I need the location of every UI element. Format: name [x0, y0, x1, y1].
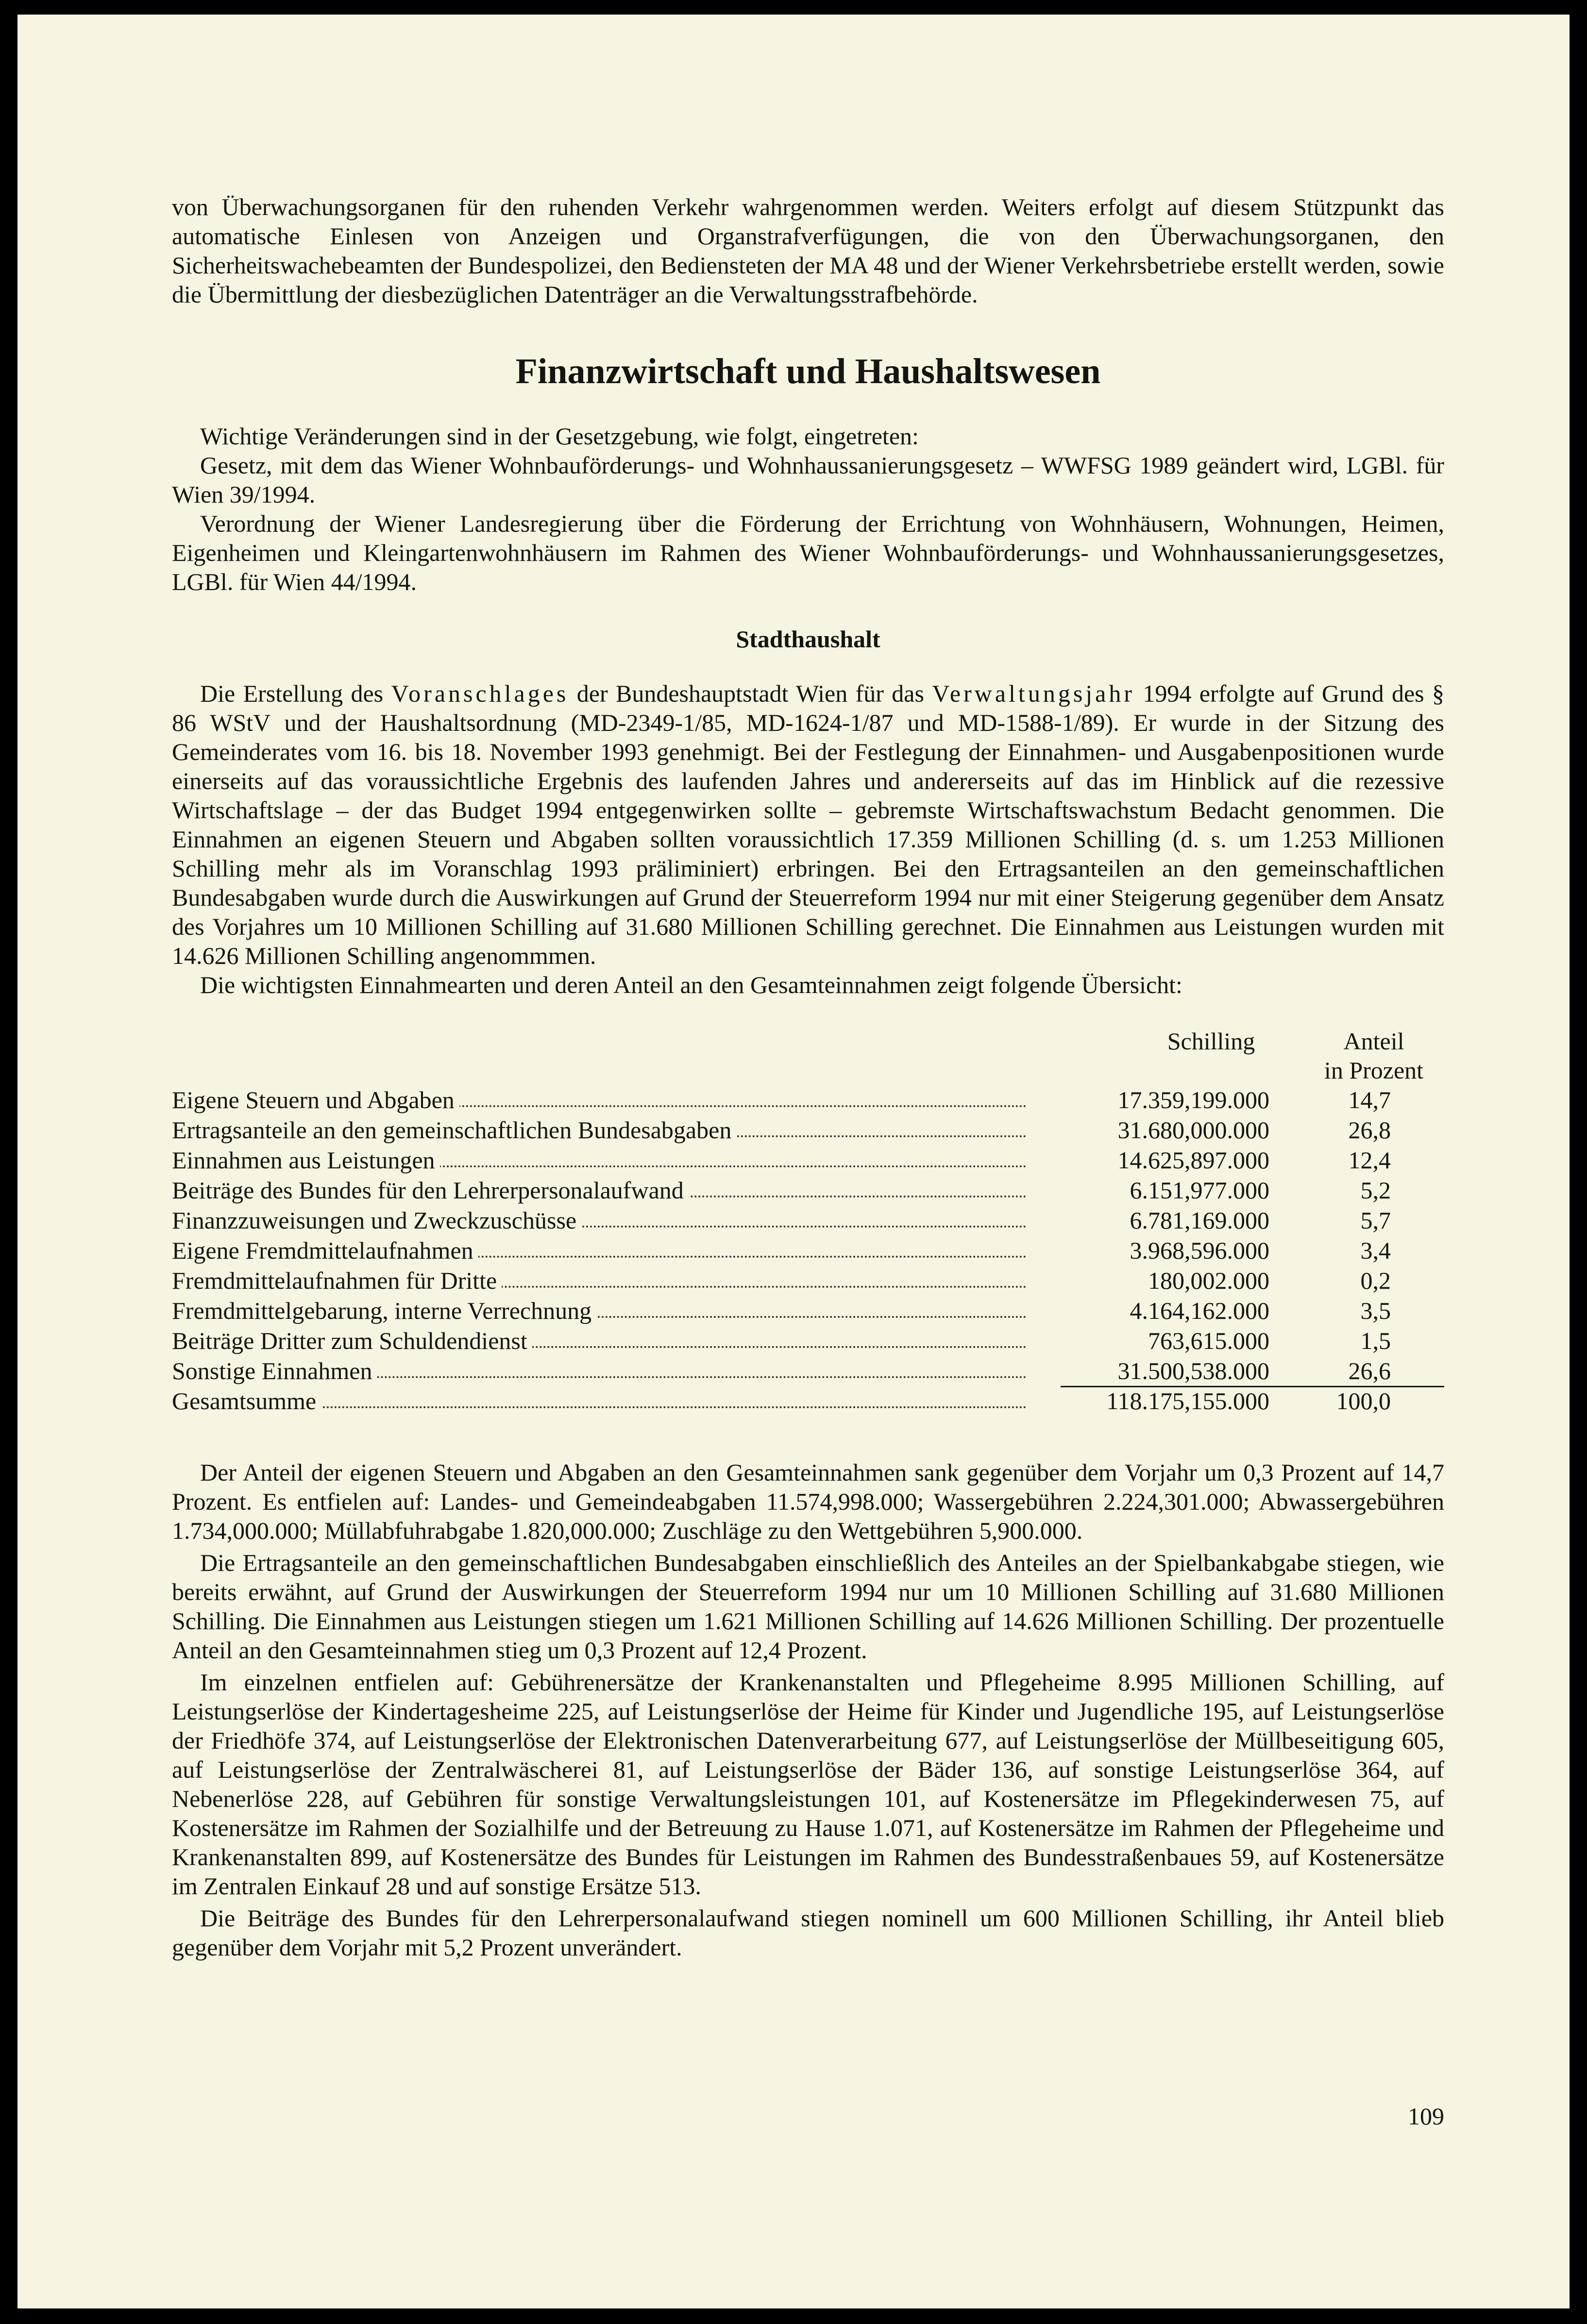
table-row	[172, 1265, 1444, 1296]
table-intro-paragraph: Die wichtigsten Einnahmearten und deren Anteil an den Gesamteinnahmen zeigt folgende Übersicht:	[200, 971, 1182, 998]
revenue-table	[172, 1027, 1444, 1416]
table-row	[172, 1205, 1444, 1235]
text-run: Die Erstellung des	[200, 680, 391, 707]
row-label	[172, 1145, 1027, 1175]
row-label	[172, 1326, 1027, 1356]
row-percent: 5,2	[1360, 1177, 1391, 1204]
emphasis-voranschlag: Voranschlages	[391, 680, 569, 707]
row-label-text: Ertragsanteile an den gemeinschaftlichen Bundesabgaben	[172, 1116, 736, 1144]
column-header-schilling: Schilling	[1167, 1027, 1255, 1055]
table-row	[172, 1175, 1444, 1205]
after-paragraph: Im einzelnen entfielen auf: Gebührenersätze der Krankenanstalten und Pflegeheime 8.995 Millionen Schilling, auf Leistungserlöse der Kindertagesheime 225, auf Leistungserlöse der Heime für Kinder und Jugendliche 195, auf Leistungserlöse der Friedhöfe 374, auf Leistungserlöse der Elektronischen Datenverarbeitung 677, auf Leistungserlöse der Müllbeseitigung 605, auf Leistungserlöse der Zentralwäscherei 81, auf Leistungserlöse der Bäder 136, auf sonstige Leistungserlöse 364, auf Nebenerlöse 228, auf Gebühren für sonstige Verwaltungsleistungen 101, auf Kostenersätze im Pflegekinderwesen 75, auf Kostenersätze im Rahmen der Sozialhilfe und der Betreuung zu Hause 1.071, auf Kostenersätze im Rahmen der Pflegeheime und Krankenanstalten 899, auf Kostenersätze des Bundes für Leistungen im Rahmen des Bundesstraßenbaues 59, auf Kostenersätze im Zentralen Einkauf 28 und auf sonstige Ersätze 513.	[172, 1668, 1444, 1900]
section-paragraph: Gesetz, mit dem das Wiener Wohnbauförderungs- und Wohnhaussanierungsgesetz – WWFSG 1989 geändert wird, LGBl. für Wien 39/1994.	[172, 452, 1444, 508]
row-label	[172, 1235, 1027, 1265]
row-percent: 3,4	[1360, 1237, 1391, 1264]
table-header	[172, 1027, 1444, 1085]
budget-paragraph	[172, 679, 1444, 970]
after-paragraph: Der Anteil der eigenen Steuern und Abgaben an den Gesamteinnahmen sank gegenüber dem Vorjahr um 0,3 Prozent auf 14,7 Prozent. Es entfielen auf: Landes- und Gemeindeabgaben 11.574,998.000; Wassergebühren 2.224,301.000; Abwassergebühren 1.734,000.000; Müllabfuhrabgabe 1.820,000.000; Zuschläge zu den Wettgebühren 5,900.000.	[172, 1459, 1444, 1544]
subsection-title: Stadthaushalt	[736, 625, 880, 653]
row-amount: 14.625,897.000	[1117, 1146, 1269, 1174]
row-percent: 26,8	[1348, 1116, 1391, 1144]
row-label-text: Sonstige Einnahmen	[172, 1357, 377, 1384]
row-percent: 3,5	[1360, 1297, 1391, 1324]
column-header-anteil-line2: in Prozent	[1324, 1057, 1424, 1084]
row-amount: 180,002.000	[1148, 1267, 1269, 1294]
row-percent: 0,2	[1360, 1267, 1391, 1294]
section-paragraph: Verordnung der Wiener Landesregierung über die Förderung der Errichtung von Wohnhäusern, Wohnungen, Heimen, Eigenheimen und Kleingartenwohnhäusern im Rahmen des Wiener Wohnbauförderungs- und Wohnhaussanierungsgesetzes, LGBl. für Wien 44/1994.	[172, 510, 1444, 595]
row-amount: 31.680,000.000	[1117, 1116, 1269, 1144]
row-label	[172, 1265, 1027, 1296]
row-label	[172, 1115, 1027, 1145]
section-paragraph: Wichtige Veränderungen sind in der Gesetzgebung, wie folgt, eingetreten:	[200, 422, 919, 450]
row-percent: 26,6	[1348, 1357, 1391, 1384]
row-label-text: Finanzzuweisungen und Zweckzuschüsse	[172, 1207, 581, 1234]
row-percent: 14,7	[1348, 1086, 1391, 1113]
total-percent: 100,0	[1336, 1387, 1391, 1415]
row-amount: 4.164,162.000	[1130, 1297, 1269, 1324]
table-total-row	[172, 1386, 1444, 1416]
row-percent: 1,5	[1360, 1327, 1391, 1354]
row-amount: 3.968,596.000	[1130, 1237, 1269, 1264]
after-paragraph: Die Ertragsanteile an den gemeinschaftlichen Bundesabgaben einschließlich des Anteiles an der Spielbankabgabe stiegen, wie bereits erwähnt, auf Grund der Auswirkungen der Steuerreform 1994 nur um 10 Millionen Schilling auf 31.680 Millionen Schilling. Die Einnahmen aus Leistungen stiegen um 1.621 Millionen Schilling auf 14.626 Millionen Schilling. Der prozentuelle Anteil an den Gesamteinnahmen stieg um 0,3 Prozent auf 12,4 Prozent.	[172, 1549, 1444, 1664]
table-row	[172, 1085, 1444, 1115]
total-label	[172, 1386, 1027, 1416]
row-amount: 6.151,977.000	[1130, 1177, 1269, 1204]
text-run: der Bundeshauptstadt Wien für das	[569, 680, 932, 707]
row-label-text: Eigene Steuern und Abgaben	[172, 1086, 459, 1113]
table-row	[172, 1296, 1444, 1326]
row-label	[172, 1175, 1027, 1205]
emphasis-verwaltungsjahr: Verwaltungsjahr	[932, 680, 1135, 707]
intro-paragraph: von Überwachungsorganen für den ruhenden Verkehr wahrgenommen werden. Weiters erfolgt auf diesem Stützpunkt das automatische Einlesen von Anzeigen und Organstrafverfügungen, die von den Überwachungsorganen, den Sicherheitswachebeamten der Bundespolizei, den Bediensteten der MA 48 und der Wiener Verkehrsbetriebe erstellt werden, sowie die Übermittlung der diesbezüglichen Datenträger an die Verwaltungsstrafbehörde.	[172, 193, 1444, 308]
row-percent: 5,7	[1360, 1207, 1391, 1234]
row-label	[172, 1296, 1027, 1326]
column-header-anteil-line1: Anteil	[1343, 1027, 1404, 1055]
row-label	[172, 1205, 1027, 1235]
row-label	[172, 1085, 1027, 1115]
row-amount: 31.500,538.000	[1117, 1357, 1269, 1384]
text-run: 1994 erfolgte auf Grund des § 86 WStV und der Haushaltsordnung (MD-2349-1/85, MD-1624-1/87 und MD-1588-1/89). Er wurde in der Sitzung des Gemeinderates vom 16. bis 18. November 1993 genehmigt. Bei der Festlegung der Einnahmen- und Ausgabenpositionen wurde einerseits auf das voraussichtliche Ergebnis des laufenden Jahres und andererseits auf das im Hinblick auf die rezessive Wirtschaftslage – der das Budget 1994 entgegenwirken sollte – gebremste Wirtschaftswachstum Bedacht genommen. Die Einnahmen an eigenen Steuern und Abgaben sollten voraussichtlich 17.359 Millionen Schilling (d. s. um 1.253 Millionen Schilling mehr als im Voranschlag 1993 präliminiert) erbringen. Bei den Ertragsanteilen an den gemeinschaftlichen Bundesabgaben wurde durch die Auswirkungen auf Grund der Steuerreform 1994 nur mit einer Steigerung gegenüber dem Ansatz des Vorjahres um 10 Millionen Schilling auf 31.680 Millionen Schilling gerechnet. Die Einnahmen aus Leistungen wurden mit 14.626 Millionen Schilling angenommmen.	[172, 680, 1444, 969]
total-label-text: Gesamtsumme	[172, 1387, 321, 1415]
row-label-text: Fremdmittelgebarung, interne Verrechnung	[172, 1297, 596, 1324]
table-row	[172, 1145, 1444, 1175]
page-content	[172, 192, 1444, 1962]
table-row	[172, 1115, 1444, 1145]
row-label-text: Einnahmen aus Leistungen	[172, 1146, 440, 1174]
document-page	[17, 15, 1570, 2308]
row-amount: 6.781,169.000	[1130, 1207, 1269, 1234]
after-paragraph: Die Beiträge des Bundes für den Lehrerpersonalaufwand stiegen nominell um 600 Millionen Schilling, ihr Anteil blieb gegenüber dem Vorjahr mit 5,2 Prozent unverändert.	[172, 1904, 1444, 1961]
row-amount: 17.359,199.000	[1117, 1086, 1269, 1113]
row-label-text: Eigene Fremdmittelaufnahmen	[172, 1237, 478, 1264]
row-label-text: Fremdmittelaufnahmen für Dritte	[172, 1267, 502, 1294]
row-label	[172, 1356, 1027, 1386]
row-label-text: Beiträge Dritter zum Schuldendienst	[172, 1327, 532, 1354]
row-amount: 763,615.000	[1148, 1327, 1269, 1354]
table-row	[172, 1235, 1444, 1265]
table-row	[172, 1326, 1444, 1356]
total-amount: 118.175,155.000	[1106, 1387, 1269, 1415]
row-percent: 12,4	[1348, 1146, 1391, 1174]
row-label-text: Beiträge des Bundes für den Lehrerpersonalaufwand	[172, 1177, 689, 1204]
page-number: 109	[1408, 2103, 1444, 2130]
column-header-anteil	[1303, 1027, 1444, 1085]
section-title: Finanzwirtschaft und Haushaltswesen	[515, 352, 1101, 391]
table-row	[172, 1356, 1444, 1386]
